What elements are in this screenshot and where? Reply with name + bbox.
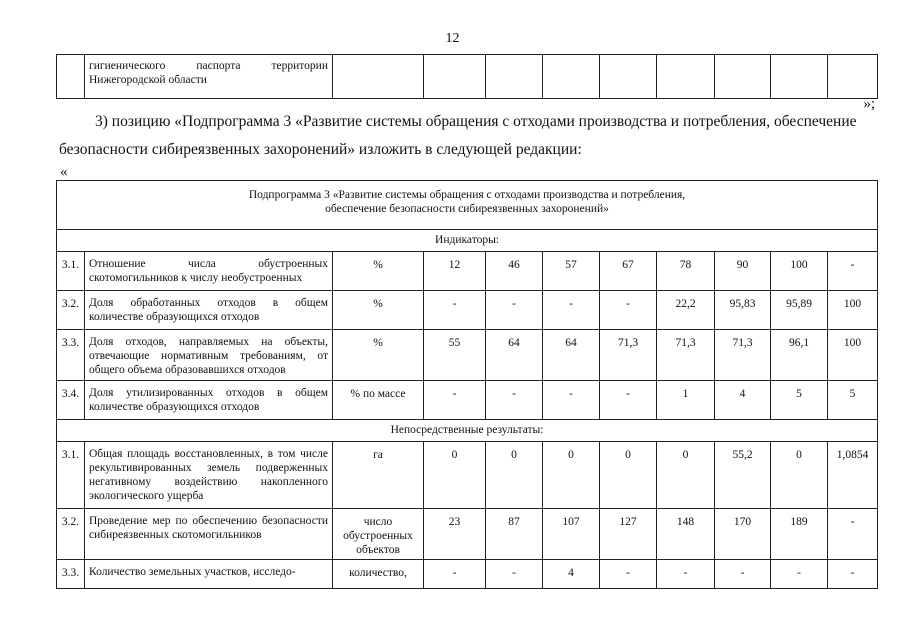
row-value: 5	[771, 381, 828, 420]
row-value: 0	[486, 442, 543, 509]
continuation-table	[56, 54, 878, 99]
row-value: 12	[424, 252, 486, 291]
row-value: 4	[715, 381, 771, 420]
row-value: 55	[424, 330, 486, 381]
amendment-paragraph-line2: безопасности сибиреязвенных захоронений» изложить в следующей редакции:	[59, 141, 582, 158]
row-value: 0	[771, 442, 828, 509]
row-value: 0	[424, 442, 486, 509]
row-value: -	[486, 381, 543, 420]
row-unit: %	[333, 252, 424, 291]
row-value: 22,2	[657, 291, 715, 330]
row-value: -	[486, 291, 543, 330]
row-value: -	[771, 560, 828, 589]
section-header-results: Непосредственные результаты:	[57, 420, 878, 442]
row-value: -	[657, 560, 715, 589]
row-value: 55,2	[715, 442, 771, 509]
row-code: 3.4.	[57, 381, 85, 420]
table-row	[57, 442, 878, 509]
row-value: 1	[657, 381, 715, 420]
row-value: 0	[543, 442, 600, 509]
table-row	[57, 291, 878, 330]
row-name: Проведение мер по обеспечению безопасности сибиреязвенных скотомогильников	[85, 509, 333, 560]
row-value: 71,3	[657, 330, 715, 381]
row-value: 71,3	[715, 330, 771, 381]
row-value: -	[828, 560, 878, 589]
row-value: -	[424, 291, 486, 330]
subprogram-table	[56, 180, 878, 589]
row-value: 107	[543, 509, 600, 560]
row-value: -	[828, 509, 878, 560]
row-value: 64	[543, 330, 600, 381]
table-row	[57, 330, 878, 381]
row-value: 100	[828, 330, 878, 381]
row-code: 3.3.	[57, 330, 85, 381]
row-unit: %	[333, 330, 424, 381]
row-name: Доля обработанных отходов в общем количестве образующихся отходов	[85, 291, 333, 330]
row-code: 3.2.	[57, 509, 85, 560]
row-name: Общая площадь восстановленных, в том числе рекультивированных земель подверженных негативному воздействию накопленного экологического ущерба	[85, 442, 333, 509]
row-name: Отношение числа обустроенных скотомогильников к числу необустроенных	[85, 252, 333, 291]
table-row	[57, 509, 878, 560]
row-value: -	[828, 252, 878, 291]
row-value: -	[543, 291, 600, 330]
row-value: 46	[486, 252, 543, 291]
row-value: -	[600, 381, 657, 420]
row-name: Количество земельных участков, исследо-	[85, 560, 333, 589]
row-value: -	[600, 291, 657, 330]
table-row	[57, 381, 878, 420]
row-value: 189	[771, 509, 828, 560]
row-value: 148	[657, 509, 715, 560]
row-value: 127	[600, 509, 657, 560]
section-row-indicators	[57, 230, 878, 252]
row-value: 100	[828, 291, 878, 330]
row-value: 95,89	[771, 291, 828, 330]
row-value: 67	[600, 252, 657, 291]
row-code: 3.1.	[57, 442, 85, 509]
row-value: 96,1	[771, 330, 828, 381]
row-value: -	[543, 381, 600, 420]
page-number: 12	[445, 31, 460, 46]
row-value: 64	[486, 330, 543, 381]
row-value: 0	[600, 442, 657, 509]
row-value: 71,3	[600, 330, 657, 381]
row-value: 100	[771, 252, 828, 291]
table-row	[57, 252, 878, 291]
table-title-row	[57, 181, 878, 230]
row-value: -	[715, 560, 771, 589]
row-value: 23	[424, 509, 486, 560]
row-value: 57	[543, 252, 600, 291]
table-title	[57, 181, 878, 230]
row-code: 3.2.	[57, 291, 85, 330]
section-header-indicators: Индикаторы:	[57, 230, 878, 252]
row-value: 1,0854	[828, 442, 878, 509]
table-title-line2: обеспечение безопасности сибиреязвенных захоронений»	[325, 203, 609, 215]
row-value: 87	[486, 509, 543, 560]
row-value: -	[600, 560, 657, 589]
row-value: 4	[543, 560, 600, 589]
row-code: 3.1.	[57, 252, 85, 291]
closing-quote: »;	[863, 96, 875, 112]
row-unit: количество,	[333, 560, 424, 589]
row-unit: га	[333, 442, 424, 509]
opening-quote: «	[60, 164, 68, 180]
row-value: -	[424, 560, 486, 589]
amendment-paragraph-line1: 3) позицию «Подпрограмма 3 «Развитие системы обращения с отходами производства и потребления, обеспечение	[95, 113, 857, 130]
row-value: 95,83	[715, 291, 771, 330]
table-row	[57, 55, 878, 99]
row-value: 90	[715, 252, 771, 291]
table-row	[57, 560, 878, 589]
row-value: 0	[657, 442, 715, 509]
row-unit: %	[333, 291, 424, 330]
row-value: 170	[715, 509, 771, 560]
row-unit: % по массе	[333, 381, 424, 420]
row-code: 3.3.	[57, 560, 85, 589]
row-name: Доля утилизированных отходов в общем количестве образующихся отходов	[85, 381, 333, 420]
table-title-line1: Подпрограмма 3 «Развитие системы обращения с отходами производства и потребления,	[248, 189, 686, 201]
row-value: 78	[657, 252, 715, 291]
row-name: Доля отходов, направляемых на объекты, отвечающие нормативным требованиям, от общего объема образовавшихся отходов	[85, 330, 333, 381]
indicator-name: гигиенического паспорта территории Нижегородской области	[85, 55, 333, 99]
row-unit: число обустроенных объектов	[333, 509, 424, 560]
row-value: 5	[828, 381, 878, 420]
row-value: -	[424, 381, 486, 420]
row-value: -	[486, 560, 543, 589]
section-row-results	[57, 420, 878, 442]
